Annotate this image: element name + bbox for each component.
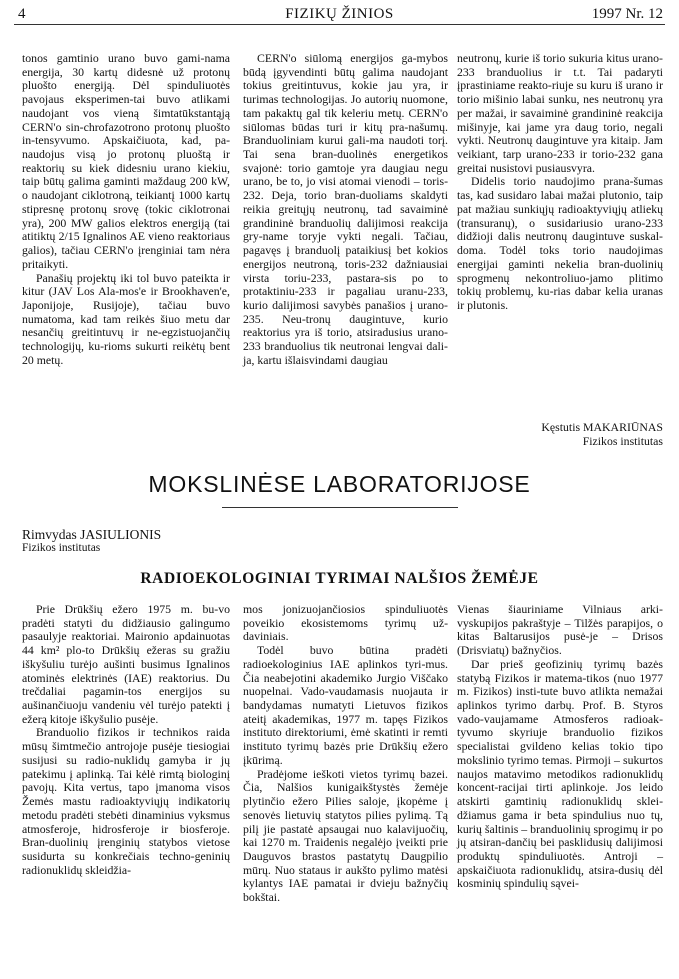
journal-title: FIZIKŲ ŽINIOS: [285, 6, 394, 22]
paragraph: tonos gamtinio urano buvo gami-nama energija, 30 kartų didesnė už protonų pluošto energiją. Dėl spinduliuotės pavojaus eksperimen-tai buvo atlikami naudojant vos vieną šimtatūkstantąją CERN'o sin-chrofazotrono protonų pluošto in-tensyvumo. Apskaičiuota, kad, pa-naudojus visą jo protonų pluoštą ir reaktorių su kiek didesniu urano kiekiu, taip būtų galima gaminti maždaug 200 kW, o naudojant ciklotroną, teikiantį 1000 kartų stipresnę protonų srovę (tokic ciklotronai yra), 200 MW galios elektros energiją (tai atitiktų 2/15 Ignalinos AE vieno reaktoriaus galios), tačiau CERN'o įrenginiai tam nėra pritaikyti.: [22, 51, 230, 271]
top-article-column-3: [457, 52, 663, 313]
paragraph: Pradėjome ieškoti vietos tyrimų bazei. Čia, Nalšios kunigaikštystės žemėje plytinčio ežero Pilies saloje, įkopėme į senovės lietuvių statytos pilies pylimą. Tą pilį jie pastatė apsaugai nuo kalavijuočių, kai 1270 m. Traidenis negalėjo įveikti prie Dauguvos brastos pastatytų Daugpilio mūrų. Nuo stataus ir aukšto pylimo matėsi kylantys IAE pamatai ir dvieju bažnyčių bokštai.: [243, 766, 448, 905]
paragraph: Prie Drūkšių ežero 1975 m. bu-vo pradėti statyti du didžiausio galingumo pasaulyje reaktoriai. Maironio apdainuotas 44 km² plo-to Drūkšių ežeras su gražiu iškyšuliu turėjo aušinti busimus Ignalinos atominės elektrinės (IAE) reaktorius. Du trečdaliai pagamin-tos energijos su aušinančiuoju vandeniu vėl turėjo patekti į ežerą kitoje iškyšulio pusėje.: [22, 602, 230, 726]
header-rule: [14, 24, 665, 25]
bottom-article-column-3: [457, 603, 663, 891]
author-name: Rimvydas JASIULIONIS: [22, 527, 162, 542]
paragraph: Branduolio fizikos ir technikos raida mūsų šimtmečio antrojoje pusėje tiesiogiai susijusi su radio-nuklidų gamyba ir jų patekimu į aplinką. Tai kėlė rimtą biologinį pavojų. Kita vertus, tapo įmanoma visos Žemės mastu radioaktyviųjų indikatorių metodu pradėti stebėti dinaminius vyksmus atmosferoje, hidrosferoje ir biosferoje. Bran-duolinių įrenginių statybos vietose susidurta su konkrečiais techno-geninių radionuklidų skleidžia-: [22, 725, 230, 877]
bottom-article-column-1: [22, 603, 230, 877]
issue-number: 1997 Nr. 12: [591, 6, 663, 22]
paragraph: neutronų, kurie iš torio sukuria kitus urano-233 branduolius ir t.t. Tai padaryti įprastiniame reakto-riuje su kuru iš urano ir torio mišinio labai sunku, nes neutronų yra per mažai, ir savaiminė grandininė reakcija mišinyje, kai jame yra daug torio, negali vykti. Neutronų daugintuve yra kitaip. Jam veikiant, tarp urano-233 ir torio-232 gana greitai nusistovi pusiausvyra.: [457, 51, 663, 175]
paragraph: Todėl buvo būtina pradėti radioekologinius IAE aplinkos tyri-mus. Čia neabejotini akademiko Jurgio Viščako nuopelnai. Vado-vaudamasis nuojauta ir bandydamas numatyti Lietuvos fizikos ateitį akademikas, 1977 m. tapęs Fizikos instituto direktoriumi, ėmė skatinti ir remti instituto tyrimų bazės prie Drūkšių ežero įkūrimą.: [243, 643, 448, 767]
signature-name: Kęstutis MAKARIŪNAS: [541, 420, 663, 434]
bottom-article-column-2: [243, 603, 448, 905]
article-title: RADIOEKOLOGINIAI TYRIMAI NALŠIOS ŽEMĖJE: [140, 570, 539, 587]
top-article-column-2: [243, 52, 448, 368]
author-institute: Fizikos institutas: [22, 542, 101, 554]
paragraph: Panašių projektų iki tol buvo pateikta ir kitur (JAV Los Ala-mos'e ir Brookhaven'e, Japonijoje, Rusijoje), tačiau buvo numatoma, kad tam reikės šiuo metu dar nesančių greitintuvų ir ne-egzistuojančių technologijų, ku-rioms sukurti reikėtų bent 20 metų.: [22, 270, 230, 367]
page-number: 4: [18, 6, 26, 22]
section-rule: [222, 507, 458, 508]
paragraph: mos jonizuojančiosios spinduliuotės poveikio ekosistemoms tyrimų už-daviniais.: [243, 602, 448, 644]
section-title: MOKSLINĖSE LABORATORIJOSE: [148, 471, 531, 497]
paragraph: CERN'o siūlomą energijos ga-mybos būdą įgyvendinti būtų galima naudojant tokius greitintuvus, kokie jau yra, ir turimas technologijas. Jo autorių nuomone, tam pakaktų gal tik keleriu metų. CERN'o siūlomas būdas turi ir kitų pra-našumų. Branduoliniam kurui gali-ma naudoti torį. Tai sena bran-duolinės energetikos svajonė: torio gamtoje yra daugiau negu urano, be to, jo visi atomai vienodi – toris-232. Deja, torio bran-duoliams skaldyti reikia greitųjų neutronų, tad savaiminė grandininė branduolių dalijimosi reakcija gry-name toryje vykti negali. Tačiau, pagavęs į branduolį pataikiusį bet kokios energijos neutroną, toris-232 dažniausiai virsta toriu-233, pastara-sis po to protaktiniu-233 ir pagaliau uranu-233, kurio dalijimosi savybės panašios į urano-235. Neu-tronų daugintuve, kurio reaktorius yra iš torio, atsiradusius urano-233 branduolius tik neutronai lengvai dali-ja, kartu išlaisvindami daugiau: [243, 51, 448, 367]
paragraph: Vienas šiauriniame Vilniaus arki-vyskupijos pakraštyje – Tilžės parapijos, o kitas Baltarusijos pusė-je – Drisos (Drisviatų) bažnyčios.: [457, 602, 663, 658]
paragraph: Didelis torio naudojimo prana-šumas tas, kad susidaro labai mažai plutonio, taip pat mažiau sunkiųjų radioaktyviųjų atliekų (transuranų), o susidariusio urano-233 didžioji dalis neutronų daugintuve suskal-doma. Todėl toks torio naudojimas energijai gaminti nekelia bran-duolinių sprogmenų nekontroliuo-jamo plitimo tokių problemų, ku-rias dabar kelia uranas ir plutonis.: [457, 174, 663, 312]
paragraph: Dar prieš geofizinių tyrimų bazės statybą Fizikos ir matema-tikos (nuo 1977 m. Fizikos) insti-tute buvo atlikta nemažai aplinkos tyrimo darbų. Prof. B. Styros vado-vaujamame Atmosferos radioak-tyvumo skyriuje branduolio fizikos specialistai gvildeno kelias tokio tipo mokslinio tyrimo temas. Pirmoji – sukurtos naujos matavimo metodikos radionuklidų koncent-racijai tirti aplinkoje. Jos leido atskirti gamtinių radionuklidų sklei-džiamus gama ir beta spindulius nuo tų, kurių šaltinis – branduolinių sprogimų ir po jų atsiran-dančių bei pasklidusių dalijimosi produktų spinduliuotės. Antroji – apskaičiuota radionuklidų, atsira-dusių dėl kosminių spindulių sąvei-: [457, 656, 663, 891]
top-article-column-1: [22, 52, 230, 368]
signature-institute: Fizikos institutas: [582, 434, 663, 448]
